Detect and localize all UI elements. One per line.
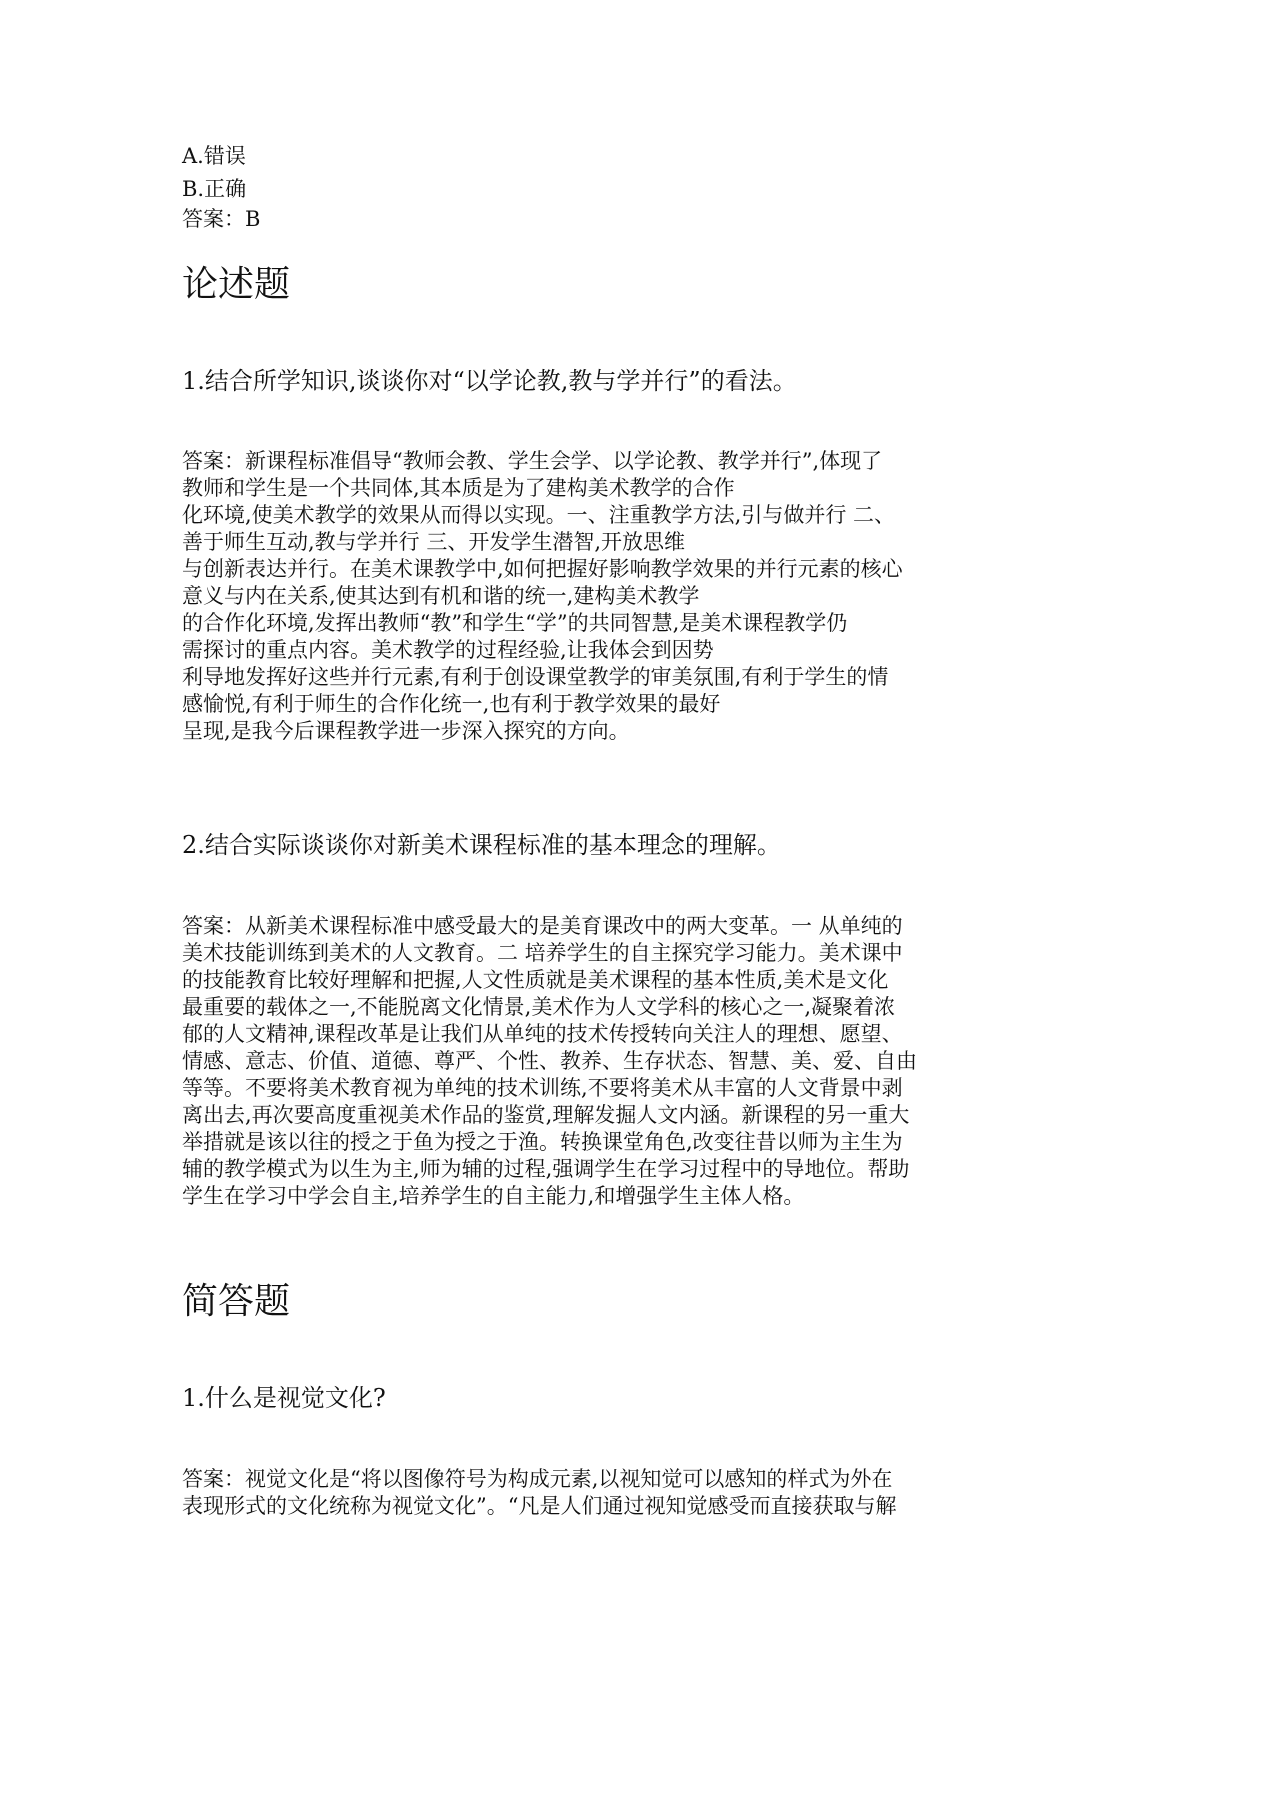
option-b: B.正确 (182, 177, 247, 201)
answer-line: 学生在学习中学会自主,培养学生的自主能力,和增强学生主体人格。 (182, 1184, 805, 1208)
essay-question-2: 2.结合实际谈谈你对新美术课程标准的基本理念的理解。 (182, 831, 781, 859)
essay-answer-1 (182, 448, 903, 745)
answer-line: 答案：视觉文化是“将以图像符号为构成元素,以视知觉可以感知的样式为外在 (182, 1467, 893, 1491)
essay-answer-2 (182, 913, 917, 1210)
answer-line: 意义与内在关系,使其达到有机和谐的统一,建构美术教学 (182, 584, 700, 608)
short-question-1: 1.什么是视觉文化? (182, 1384, 386, 1412)
section-title-essay: 论述题 (182, 264, 291, 305)
answer-line: 离出去,再次要高度重视美术作品的鉴赏,理解发掘人文内涵。新课程的另一重大 (182, 1103, 910, 1127)
answer-line: 答案：从新美术课程标准中感受最大的是美育课改中的两大变革。一 从单纯的 (182, 914, 903, 938)
answer-line: 郁的人文精神,课程改革是让我们从单纯的技术传授转向关注人的理想、愿望、 (182, 1022, 903, 1046)
answer-line: 与创新表达并行。在美术课教学中,如何把握好影响教学效果的并行元素的核心 (182, 557, 903, 581)
section-title-short: 简答题 (182, 1281, 291, 1322)
answer-line: 需探讨的重点内容。美术教学的过程经验,让我体会到因势 (182, 638, 714, 662)
answer-line: 呈现,是我今后课程教学进一步深入探究的方向。 (182, 719, 630, 743)
answer-line: 的技能教育比较好理解和把握,人文性质就是美术课程的基本性质,美术是文化 (182, 968, 889, 992)
answer-line: 举措就是该以往的授之于鱼为授之于渔。转换课堂角色,改变往昔以师为主生为 (182, 1130, 903, 1154)
essay-question-1: 1.结合所学知识,谈谈你对“以学论教,教与学并行”的看法。 (182, 367, 797, 395)
answer-line: 善于师生互动,教与学并行 三、开发学生潜智,开放思维 (182, 530, 686, 554)
answer-top: 答案：B (182, 207, 261, 231)
answer-line: 美术技能训练到美术的人文教育。二 培养学生的自主探究学习能力。美术课中 (182, 941, 903, 965)
short-answer-1 (182, 1466, 896, 1520)
answer-line: 的合作化环境,发挥出教师“教”和学生“学”的共同智慧,是美术课程教学仍 (182, 611, 848, 635)
answer-line: 教师和学生是一个共同体,其本质是为了建构美术教学的合作 (182, 476, 735, 500)
answer-line: 利导地发挥好这些并行元素,有利于创设课堂教学的审美氛围,有利于学生的情 (182, 665, 889, 689)
answer-line: 最重要的载体之一,不能脱离文化情景,美术作为人文学科的核心之一,凝聚着浓 (182, 995, 896, 1019)
answer-line: 感愉悦,有利于师生的合作化统一,也有利于教学效果的最好 (182, 692, 721, 716)
option-a: A.错误 (182, 144, 246, 168)
answer-line: 表现形式的文化统称为视觉文化”。“凡是人们通过视知觉感受而直接获取与解 (182, 1494, 897, 1518)
answer-line: 辅的教学模式为以生为主,师为辅的过程,强调学生在学习过程中的导地位。帮助 (182, 1157, 910, 1181)
answer-line: 化环境,使美术教学的效果从而得以实现。一、注重教学方法,引与做并行 二、 (182, 503, 896, 527)
answer-line: 答案：新课程标准倡导“教师会教、学生会学、以学论教、教学并行”,体现了 (182, 449, 883, 473)
answer-line: 等等。不要将美术教育视为单纯的技术训练,不要将美术从丰富的人文背景中剥 (182, 1076, 903, 1100)
answer-line: 情感、意志、价值、道德、尊严、个性、教养、生存状态、智慧、美、爱、自由 (182, 1049, 917, 1073)
